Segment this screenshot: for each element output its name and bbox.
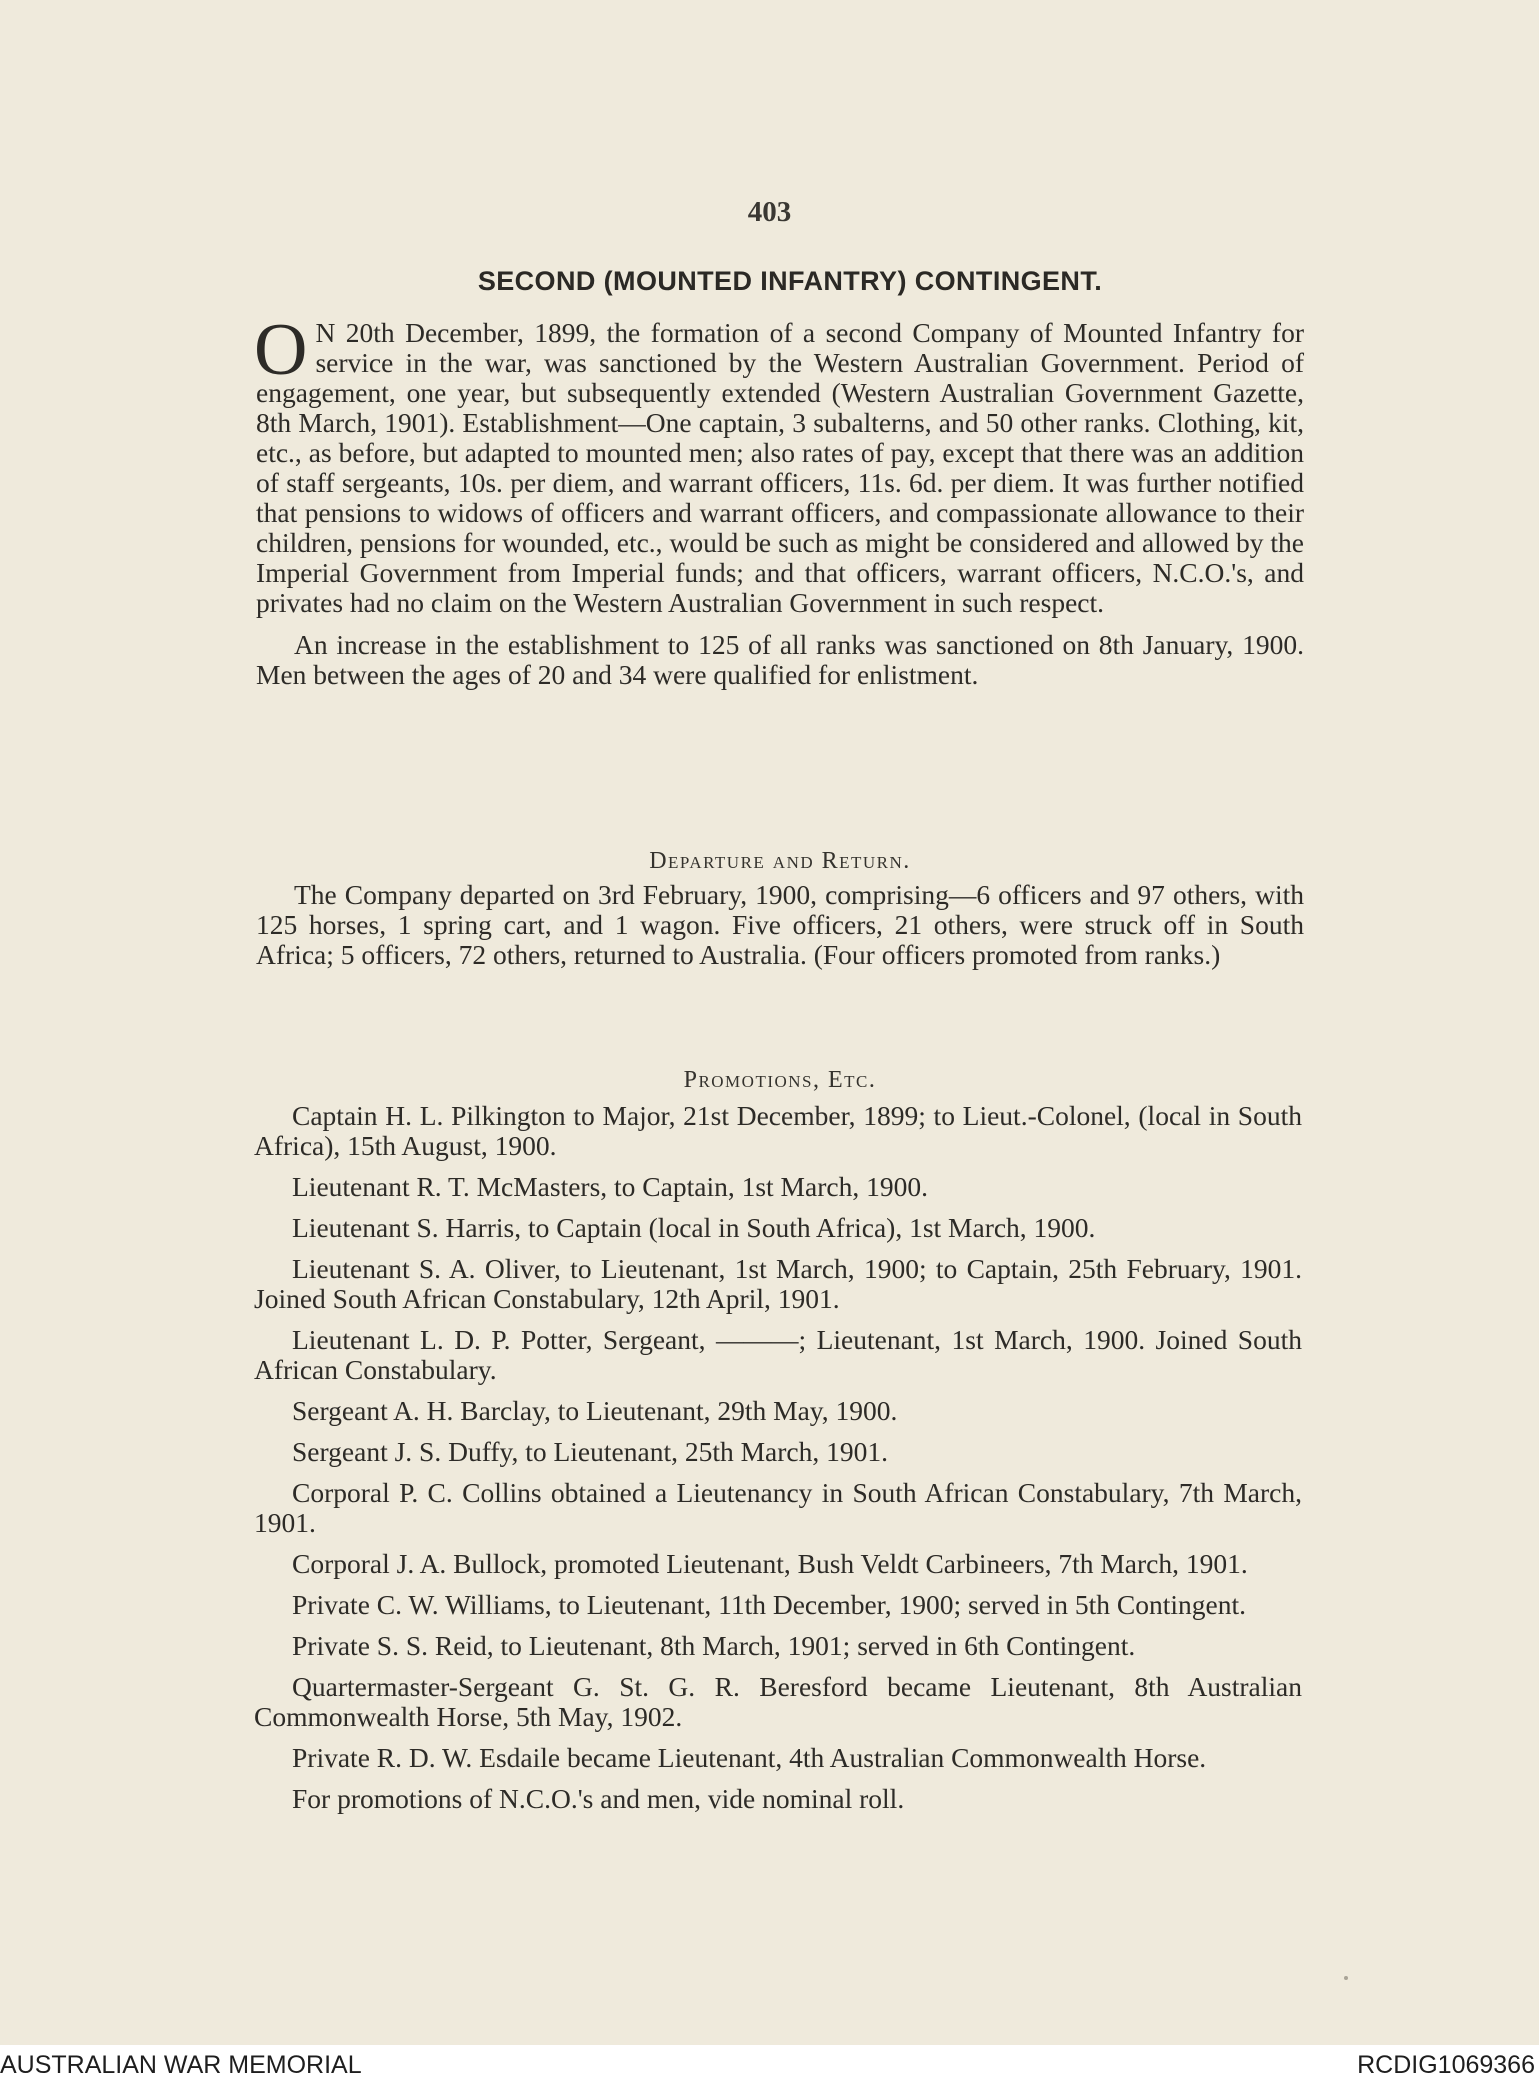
promotion-entry: Lieutenant L. D. P. Potter, Sergeant, ———; Lieutenant, 1st March, 1900. Joined South African Constabulary. xyxy=(254,1324,1302,1385)
promotion-entry: Corporal J. A. Bullock, promoted Lieutenant, Bush Veldt Carbineers, 7th March, 1901. xyxy=(292,1548,1248,1579)
promotion-entry: Corporal P. C. Collins obtained a Lieutenancy in South African Constabulary, 7th March, 1901. xyxy=(254,1477,1302,1538)
intro-text: N 20th December, 1899, the formation of a second Company of Mounted Infantry for service in the war, was sanctioned by the Western Australian Government. Period of engagement, one year, but subsequently extended (Western Australian Government Gazette, 8th March, 1901). Establishment—One captain, 3 subalterns, and 50 other ranks. Clothing, kit, etc., as before, but adapted to mounted men; also rates of pay, except that there was an addition of staff sergeants, 10s. per diem, and warrant officers, 11s. 6d. per diem. It was further notified that pensions to widows of officers and warrant officers, and compassionate allowance to their children, pensions for wounded, etc., would be such as might be considered and allowed by the Imperial Government from Imperial funds; and that officers, warrant officers, N.C.O.'s, and privates had no claim on the Western Australian Government in such respect. xyxy=(256,317,1304,618)
departure-heading: Departure and Return. xyxy=(649,848,911,874)
promotion-entry: Quartermaster-Sergeant G. St. G. R. Beresford became Lieutenant, 8th Australian Commonwealth Horse, 5th May, 1902. xyxy=(254,1671,1302,1732)
intro-paragraph xyxy=(254,309,1304,618)
promotion-entry: Captain H. L. Pilkington to Major, 21st December, 1899; to Lieut.-Colonel, (local in South Africa), 15th August, 1900. xyxy=(254,1100,1302,1161)
establishment-paragraph: An increase in the establishment to 125 of all ranks was sanctioned on 8th January, 1900. Men between the ages of 20 and 34 were qualified for enlistment. xyxy=(256,629,1304,690)
promotions-list xyxy=(254,1101,1302,1825)
departure-paragraph: The Company departed on 3rd February, 1900, comprising—6 officers and 97 others, with 125 horses, 1 spring cart, and 1 wagon. Five officers, 21 others, were struck off in South Africa; 5 officers, 72 others, returned to Australia. (Four officers promoted from ranks.) xyxy=(256,879,1304,970)
promotion-entry: Sergeant A. H. Barclay, to Lieutenant, 29th May, 1900. xyxy=(292,1395,898,1426)
drop-cap: O xyxy=(254,309,308,391)
promotion-entry: Lieutenant S. Harris, to Captain (local in South Africa), 1st March, 1900. xyxy=(292,1212,1096,1243)
promotion-entry: Sergeant J. S. Duffy, to Lieutenant, 25th March, 1901. xyxy=(292,1436,888,1467)
promotion-entry: Private R. D. W. Esdaile became Lieutenant, 4th Australian Commonwealth Horse. xyxy=(292,1742,1207,1773)
promotions-heading: Promotions, Etc. xyxy=(683,1067,877,1093)
footer-source: AUSTRALIAN WAR MEMORIAL xyxy=(0,2051,362,2079)
paper-speck xyxy=(1344,1976,1348,1980)
page-number: 403 xyxy=(747,196,792,228)
section-title: SECOND (MOUNTED INFANTRY) CONTINGENT. xyxy=(477,266,1103,296)
promotion-entry: Private S. S. Reid, to Lieutenant, 8th March, 1901; served in 6th Contingent. xyxy=(292,1630,1136,1661)
promotion-entry: Lieutenant S. A. Oliver, to Lieutenant, 1st March, 1900; to Captain, 25th February, 1901. Joined South African Constabulary, 12th April, 1901. xyxy=(254,1253,1302,1314)
promotion-entry: Lieutenant R. T. McMasters, to Captain, 1st March, 1900. xyxy=(292,1171,928,1202)
departure-section xyxy=(256,880,1304,970)
footer-record-id: RCDIG1069366 xyxy=(1357,2051,1535,2079)
promotion-entry: Private C. W. Williams, to Lieutenant, 11th December, 1900; served in 5th Contingent. xyxy=(292,1589,1247,1620)
archive-footer xyxy=(0,2045,1539,2082)
intro-section xyxy=(254,309,1304,690)
promotions-note: For promotions of N.C.O.'s and men, vide nominal roll. xyxy=(292,1783,905,1814)
